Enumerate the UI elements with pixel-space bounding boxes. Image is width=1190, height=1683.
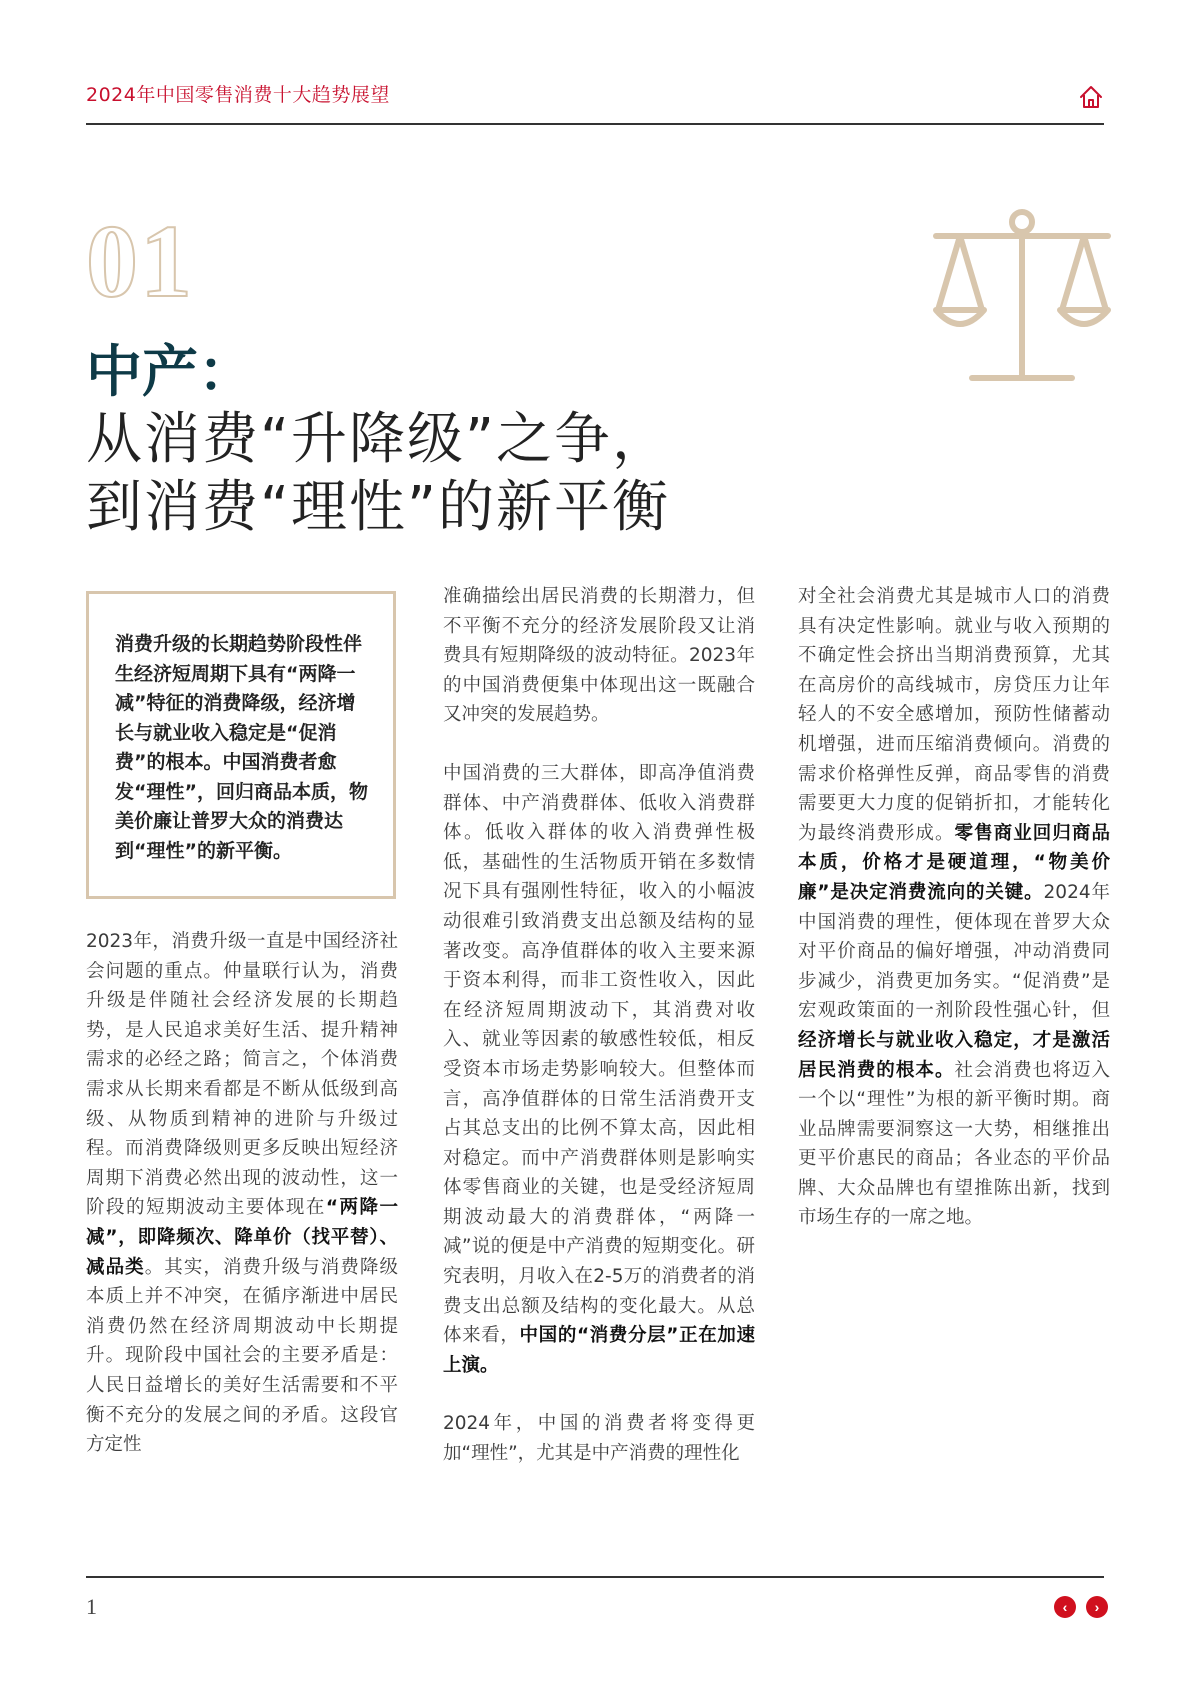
key-summary-text: 消费升级的长期趋势阶段性伴生经济短周期下具有“两降一减”特征的消费降级，经济增长与就业收入稳定是“促消费”的根本。中国消费者愈发“理性”，回归商品本质，物美价廉让普罗大众的消费达到“理性”的新平衡。 xyxy=(115,633,368,862)
title-line-1: 中产： xyxy=(86,340,254,405)
page-number: 1 xyxy=(86,1594,97,1619)
body-column-3 xyxy=(798,582,1110,1262)
paragraph: 2024年，中国的消费者将变得更加“理性”，尤其是中产消费的理性化 xyxy=(443,1413,755,1465)
page-title xyxy=(86,340,670,542)
next-page-button[interactable] xyxy=(1086,1596,1108,1618)
paragraph xyxy=(798,582,1110,1233)
body-column-1 xyxy=(86,927,398,1489)
emphasis-text: 中国的“消费分层”正在加速上演。 xyxy=(443,1325,755,1376)
chevron-left-icon: ‹ xyxy=(1062,1599,1068,1615)
emphasis-text: 经济增长与就业收入稳定，才是激活居民消费的根本。 xyxy=(798,1029,1110,1081)
chevron-right-icon: › xyxy=(1094,1599,1100,1615)
previous-page-button[interactable] xyxy=(1054,1596,1076,1618)
paragraph-text: 2024年中国消费的理性，便体现在普罗大众对平价商品的偏好增强，冲动消费同步减少，消费更加务实。“促消费”是宏观政策面的一剂阶段性强心针，但 xyxy=(798,881,1110,1022)
key-summary-box xyxy=(86,591,396,899)
title-line-2: 从消费“升降级”之争， xyxy=(86,407,671,472)
paragraph xyxy=(443,759,755,1380)
paragraph-text: 。其实，消费升级与消费降级本质上并不冲突，在循序渐进中居民消费仍然在经济周期波动中长期提升。现阶段中国社会的主要矛盾是：人民日益增长的美好生活需要和不平衡不充分的发展之间的矛盾。这段官方定性 xyxy=(86,1256,398,1456)
body-column-2 xyxy=(443,582,755,1498)
paragraph: 准确描绘出居民消费的长期潜力，但不平衡不充分的经济发展阶段又让消费具有短期降级的波动特征。2023年的中国消费便集中体现出这一既融合又冲突的发展趋势。 xyxy=(443,586,755,726)
paragraph xyxy=(86,927,398,1460)
paragraph-text: 对全社会消费尤其是城市人口的消费具有决定性影响。就业与收入预期的不确定性会挤出当期消费预算，尤其在高房价的高线城市，房贷压力让年轻人的不安全感增加，预防性储蓄动机增强，进而压缩消费倾向。消费的需求价格弹性反弹，商品零售的消费需要更大力度的促销折扣，才能转化为最终消费形成。 xyxy=(798,586,1110,844)
emphasis-text: 零售商业回归商品本质，价格才是硬道理，“物美价廉”是决定消费流向的关键。 xyxy=(798,822,1110,903)
footer-divider xyxy=(86,1576,1104,1578)
header-title: 2024年中国零售消费十大趋势展望 xyxy=(86,84,390,106)
header-divider xyxy=(86,123,1104,125)
paragraph-text: 2023年，消费升级一直是中国经济社会问题的重点。仲量联行认为，消费升级是伴随社会经济发展的长期趋势，是人民追求美好生活、提升精神需求的必经之路；简言之，个体消费需求从长期来看都是不断从低级到高级、从物质到精神的进阶与升级过程。而消费降级则更多反映出短经济周期下消费必然出现的波动性，这一阶段的短期波动主要体现在 xyxy=(86,931,398,1219)
paragraph-text: 中国消费的三大群体，即高净值消费群体、中产消费群体、低收入消费群体。低收入群体的收入消费弹性极低，基础性的生活物质开销在多数情况下具有强刚性特征，收入的小幅波动很难引致消费支出总额及结构的显著改变。高净值群体的收入主要来源于资本利得，而非工资性收入，因此在经济短周期波动下，其消费对收入、就业等因素的敏感性较低，相反受资本市场走势影响较大。但整体而言，高净值群体的日常生活消费开支占其总支出的比例不算太高，因此相对稳定。而中产消费群体则是影响实体零售商业的关键，也是受经济短周期波动最大的消费群体，“两降一减”说的便是中产消费的短期变化。研究表明，月收入在2-5万的消费者的消费支出总额及结构的变化最大。从总体来看， xyxy=(443,762,755,1347)
emphasis-text: “两降一减”，即降频次、降单价（找平替）、减品类 xyxy=(86,1197,398,1278)
paragraph-text: 社会消费也将迈入一个以“理性”为根的新平衡时期。商业品牌需要洞察这一大势，相继推出更平价惠民的商品；各业态的平价品牌、大众品牌也有望推陈出新，找到市场生存的一席之地。 xyxy=(798,1059,1110,1229)
balance-scale-icon xyxy=(932,206,1112,396)
section-number: 01 xyxy=(86,204,194,319)
title-line-3: 到消费“理性”的新平衡 xyxy=(86,475,671,540)
home-icon[interactable] xyxy=(1078,84,1104,110)
